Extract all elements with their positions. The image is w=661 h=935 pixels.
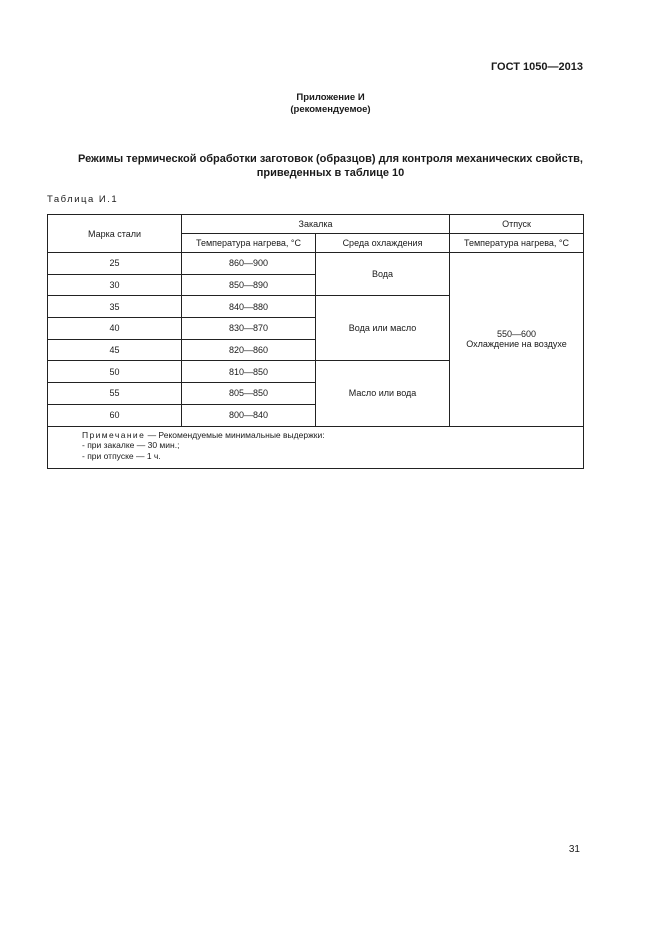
header-quench-medium: Среда охлаждения [316,234,450,253]
title-line-2: приведенных в таблице 10 [256,167,405,179]
note-item: - при отпуске — 1 ч. [82,450,161,461]
document-title [40,152,621,180]
note-label: Примечание [82,429,146,440]
cell-grade: 25 [48,253,182,275]
cell-temper [450,253,584,427]
cell-grade: 55 [48,383,182,405]
note-heading [82,430,583,441]
cell-medium: Масло или вода [316,361,450,426]
cell-grade: 40 [48,318,182,340]
cell-temp: 820—860 [182,339,316,361]
page-number: 31 [568,844,580,855]
heat-treatment-table [47,214,584,469]
table-header-row [48,215,584,234]
table-note [48,426,584,468]
cell-grade: 30 [48,274,182,296]
header-temper: Отпуск [450,215,584,234]
cell-grade: 50 [48,361,182,383]
standard-designation: ГОСТ 1050—2013 [490,61,583,73]
header-quench-temp: Температура нагрева, °С [182,234,316,253]
header-temper-temp: Температура нагрева, °С [450,234,584,253]
cell-grade: 45 [48,339,182,361]
cell-temp: 840—880 [182,296,316,318]
cell-temp: 810—850 [182,361,316,383]
appendix-title: Приложение И [296,92,365,103]
table-caption: Таблица И.1 [47,194,119,205]
cell-temp: 800—840 [182,404,316,426]
title-line-1: Режимы термической обработки заготовок (образцов) для контроля механических свойств, [78,153,583,165]
appendix-heading [0,92,661,116]
temper-value: 550—600 [496,329,537,340]
temper-cooling: Охлаждение на воздухе [466,339,567,350]
table-row [48,253,584,275]
appendix-subtitle: (рекомендуемое) [290,104,371,115]
cell-temp: 830—870 [182,318,316,340]
header-quench: Закалка [182,215,450,234]
note-text: — Рекомендуемые минимальные выдержки: [145,429,325,440]
cell-temp: 860—900 [182,253,316,275]
table-note-row [48,426,584,468]
cell-medium: Вода или масло [316,296,450,361]
note-item: - при закалке — 30 мин.; [82,440,180,450]
cell-medium: Вода [316,253,450,296]
cell-grade: 35 [48,296,182,318]
header-grade: Марка стали [48,215,182,253]
cell-temp: 805—850 [182,383,316,405]
cell-temp: 850—890 [182,274,316,296]
cell-grade: 60 [48,404,182,426]
